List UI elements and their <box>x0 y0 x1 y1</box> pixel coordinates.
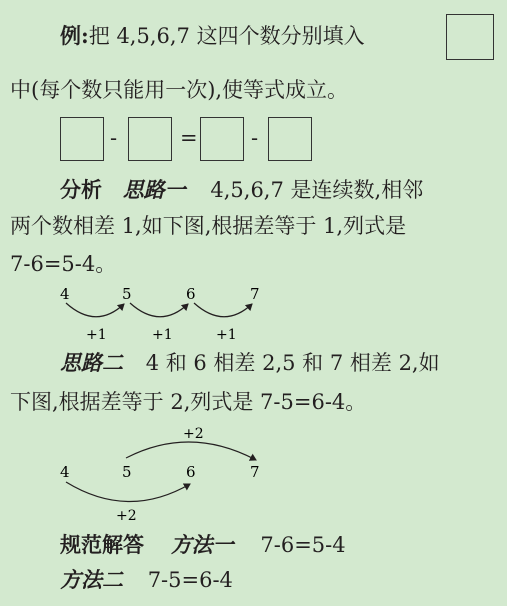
method2-label: 方法二 <box>60 568 123 592</box>
answer-line-2 <box>60 566 233 594</box>
d2-number-6: 6 <box>186 463 196 481</box>
idea2-label: 思路二 <box>60 351 123 375</box>
answer-line-1 <box>60 531 346 559</box>
equation-minus-2: - <box>251 126 259 150</box>
method1-label: 方法一 <box>170 533 234 557</box>
idea1-text-3: 7-6=5-4。 <box>10 252 117 276</box>
d2-bottom-diff: +2 <box>116 508 137 524</box>
d1-diff-1: +1 <box>86 327 107 343</box>
idea2-text-1: 4 和 6 相差 2,5 和 7 相差 2,如 <box>145 351 440 375</box>
example-text-2: 中(每个数只能用一次),使等式成立。 <box>10 78 349 102</box>
method1-equation: 7-6=5-4 <box>260 533 346 557</box>
example-label: 例: <box>60 23 89 48</box>
d1-number-4: 4 <box>60 285 70 303</box>
d2-arc-top <box>126 442 256 460</box>
d1-number-7: 7 <box>250 285 260 303</box>
d2-arc-bottom <box>66 482 190 502</box>
d2-number-7: 7 <box>250 463 260 481</box>
d1-diff-2: +1 <box>152 327 173 343</box>
answer-label: 规范解答 <box>60 532 144 557</box>
equation-minus-1: - <box>110 126 118 150</box>
d1-number-5: 5 <box>122 285 132 303</box>
method2-equation: 7-5=6-4 <box>147 568 233 592</box>
idea1-text-1: 4,5,6,7 是连续数,相邻 <box>210 178 424 202</box>
d2-number-5: 5 <box>122 463 132 481</box>
d2-top-diff: +2 <box>183 426 204 442</box>
example-text-1: 把 4,5,6,7 这四个数分别填入 <box>88 24 365 48</box>
idea1-label: 思路一 <box>122 178 186 202</box>
idea2-text-2: 下图,根据差等于 2,列式是 7-5=6-4。 <box>10 390 367 414</box>
analysis-label: 分析 <box>60 177 102 202</box>
idea1-text-2: 两个数相差 1,如下图,根据差等于 1,列式是 <box>10 214 407 238</box>
d1-number-6: 6 <box>186 285 196 303</box>
d1-diff-3: +1 <box>216 327 237 343</box>
d2-number-4: 4 <box>60 463 70 481</box>
equation-equals: = <box>180 126 198 150</box>
